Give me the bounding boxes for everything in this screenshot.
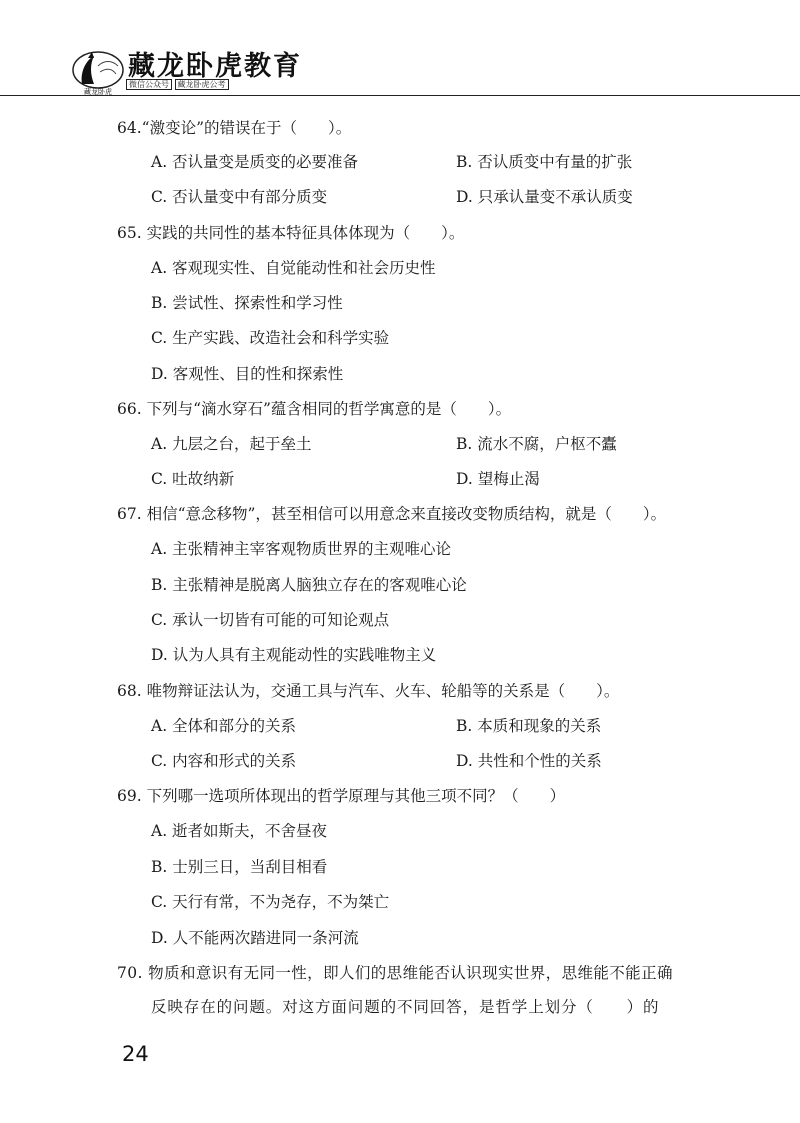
question-69-option-c: C. 天行有常，不为尧存，不为桀亡 xyxy=(151,893,390,911)
question-68-option-d: D. 共性和个性的关系 xyxy=(456,752,602,770)
question-68-stem: 68. 唯物辩证法认为，交通工具与汽车、火车、轮船等的关系是（ ）。 xyxy=(117,682,620,700)
question-68-option-b: B. 本质和现象的关系 xyxy=(456,717,602,735)
question-64-option-a: A. 否认量变是质变的必要准备 xyxy=(151,153,359,171)
brand-title: 藏龙卧虎教育 xyxy=(128,51,302,82)
question-65-stem: 65. 实践的共同性的基本特征具体体现为（ ）。 xyxy=(117,224,465,242)
question-69-option-d: D. 人不能两次踏进同一条河流 xyxy=(151,929,359,947)
question-64-option-b: B. 否认质变中有量的扩张 xyxy=(456,153,633,171)
page-header xyxy=(0,0,800,100)
question-65-option-c: C. 生产实践、改造社会和科学实验 xyxy=(151,329,390,347)
question-67-stem: 67. 相信“意念移物”，甚至相信可以用意念来直接改变物质结构，就是（ ）。 xyxy=(117,505,667,523)
question-68-option-a: A. 全体和部分的关系 xyxy=(151,717,297,735)
question-65-option-b: B. 尝试性、探索性和学习性 xyxy=(151,294,343,312)
page-number: 24 xyxy=(122,1042,149,1066)
question-70-stem-line1: 70. 物质和意识有无同一性，即人们的思维能否认识现实世界，思维能不能正确 xyxy=(117,964,673,982)
question-66-option-c: C. 吐故纳新 xyxy=(151,470,235,488)
brand-logo-icon xyxy=(68,44,124,100)
header-divider xyxy=(0,95,800,96)
question-70-stem-line2: 反映存在的问题。对这方面问题的不同回答，是哲学上划分（ ）的 xyxy=(151,998,660,1016)
question-64-stem: 64.“激变论”的错误在于（ ）。 xyxy=(117,119,352,137)
question-69-stem: 69. 下列哪一选项所体现出的哲学原理与其他三项不同？（ ） xyxy=(117,787,566,805)
brand-subtitle xyxy=(126,79,229,90)
question-66-option-a: A. 九层之台，起于垒土 xyxy=(151,435,312,453)
question-69-option-b: B. 士别三日，当刮目相看 xyxy=(151,858,328,876)
question-65-option-d: D. 客观性、目的性和探索性 xyxy=(151,365,344,383)
question-64-option-c: C. 否认量变中有部分质变 xyxy=(151,188,328,206)
question-67-option-a: A. 主张精神主宰客观物质世界的主观唯心论 xyxy=(151,540,452,558)
question-67-option-d: D. 认为人具有主观能动性的实践唯物主义 xyxy=(151,646,437,664)
question-67-option-c: C. 承认一切皆有可能的可知论观点 xyxy=(151,611,390,629)
logo-text: 藏龙卧虎 xyxy=(84,88,112,96)
question-66-option-b: B. 流水不腐，户枢不蠹 xyxy=(456,435,617,453)
question-65-option-a: A. 客观现实性、自觉能动性和社会历史性 xyxy=(151,259,436,277)
question-66-stem: 66. 下列与“滴水穿石”蕴含相同的哲学寓意的是（ ）。 xyxy=(117,400,512,418)
question-66-option-d: D. 望梅止渴 xyxy=(456,470,540,488)
question-64-option-d: D. 只承认量变不承认质变 xyxy=(456,188,633,206)
wechat-label: 微信公众号 xyxy=(126,79,172,90)
question-68-option-c: C. 内容和形式的关系 xyxy=(151,752,297,770)
account-name: 藏龙卧虎公考 xyxy=(175,79,229,90)
question-69-option-a: A. 逝者如斯夫，不舍昼夜 xyxy=(151,822,328,840)
question-67-option-b: B. 主张精神是脱离人脑独立存在的客观唯心论 xyxy=(151,576,467,594)
